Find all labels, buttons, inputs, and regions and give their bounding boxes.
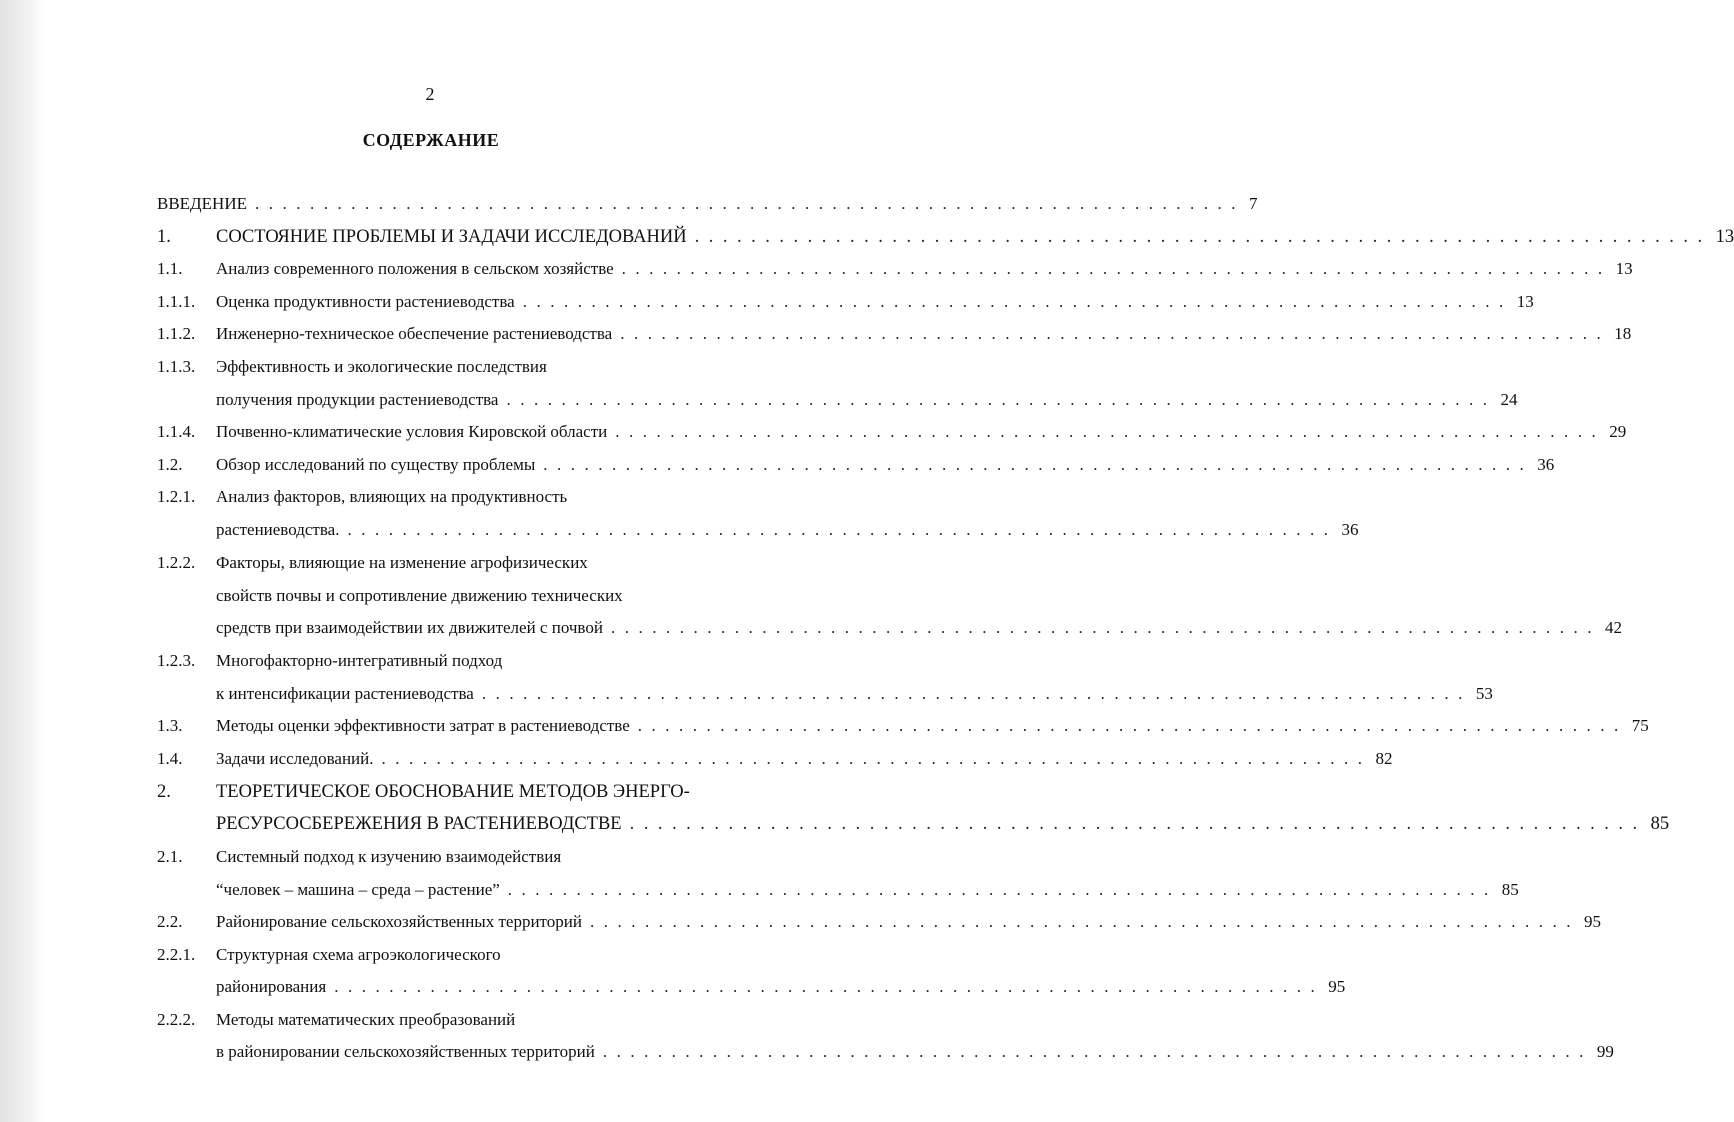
- toc-entry-title: Анализ современного положения в сельском хозяйстве: [216, 259, 614, 278]
- toc-entry-title: Многофакторно-интегративный подход: [216, 651, 503, 670]
- toc-entry-title: Системный подход к изучению взаимодействия: [216, 847, 562, 866]
- page-title: СОДЕРЖАНИЕ: [362, 130, 500, 150]
- toc-entry-title: Инженерно-техническое обеспечение растениеводства: [216, 324, 613, 343]
- toc-entry-number: 1.2.: [157, 455, 183, 474]
- toc-entry-1-2-2-line-1[interactable]: [216, 553, 741, 577]
- toc-entry-title: Задачи исследований.: [216, 749, 374, 768]
- toc-entry-number: 1.2.1.: [157, 487, 196, 506]
- toc-page-number: 13: [1516, 292, 1534, 311]
- toc-page-number: 75: [1631, 716, 1649, 735]
- toc-page-number: 36: [1341, 520, 1359, 539]
- toc-entry-number: 1.1.1.: [157, 292, 196, 311]
- toc-entry-title-continuation: в районировании сельскохозяйственных территорий: [216, 1042, 595, 1061]
- toc-leader-dots: ........................................................................: [694, 227, 1712, 247]
- toc-entry-1-2-1-line-1[interactable]: [216, 487, 741, 511]
- toc-leader-dots: ........................................................................: [629, 814, 1647, 834]
- toc-entry-title: СОСТОЯНИЕ ПРОБЛЕМЫ И ЗАДАЧИ ИССЛЕДОВАНИЙ: [216, 227, 687, 247]
- toc-entry-title-continuation: свойств почвы и сопротивление движению технических: [216, 586, 623, 605]
- toc-entry-chapter-2-line-1[interactable]: [216, 782, 741, 806]
- toc-page-number: 13: [1615, 259, 1633, 278]
- toc-entry-2-1[interactable]: [216, 880, 1519, 904]
- toc-entry-title-continuation: районирования: [216, 977, 327, 996]
- toc-page-number: 29: [1609, 422, 1627, 441]
- toc-entry-1-1-4[interactable]: [216, 422, 1627, 446]
- toc-entry-2-1-line-1[interactable]: [216, 847, 741, 871]
- toc-page-number: 13: [1715, 227, 1734, 247]
- toc-entry-introduction[interactable]: [157, 194, 1258, 218]
- toc-entry-number: 1.1.: [157, 259, 183, 278]
- toc-entry-number: 1.2.2.: [157, 553, 196, 572]
- toc-entry-number: 1.1.2.: [157, 324, 196, 343]
- toc-entry-title-continuation: к интенсификации растениеводства: [216, 684, 474, 703]
- toc-entry-chapter-2[interactable]: [216, 814, 1670, 838]
- toc-entry-number: 2.2.: [157, 912, 183, 931]
- toc-entry-1-2-2-line-2[interactable]: [216, 586, 741, 610]
- toc-entry-number: 2.2.2.: [157, 1010, 196, 1029]
- toc-page-number: 85: [1501, 880, 1519, 899]
- toc-entry-title: Эффективность и экологические последствия: [216, 357, 547, 376]
- toc-entry-2-2-1-line-1[interactable]: [216, 945, 741, 969]
- page-number: 2: [425, 84, 435, 104]
- toc-entry-title-continuation: РЕСУРСОСБЕРЕЖЕНИЯ В РАСТЕНИЕВОДСТВЕ: [216, 814, 622, 834]
- toc-page-number: 18: [1614, 324, 1632, 343]
- toc-leader-dots: ........................................................................: [522, 292, 1513, 311]
- toc-entry-number: 1.1.4.: [157, 422, 196, 441]
- toc-leader-dots: ........................................................................: [610, 618, 1601, 637]
- toc-entry-number: 2.: [157, 782, 171, 802]
- toc-entry-title: Обзор исследований по существу проблемы: [216, 455, 536, 474]
- toc-entry-2-2-1[interactable]: [216, 977, 1346, 1001]
- toc-page-number: 42: [1604, 618, 1622, 637]
- toc-leader-dots: ........................................................................: [347, 520, 1338, 539]
- toc-entry-title: ТЕОРЕТИЧЕСКОЕ ОБОСНОВАНИЕ МЕТОДОВ ЭНЕРГО-: [216, 782, 690, 802]
- toc-entry-title-continuation: растениеводства.: [216, 520, 340, 539]
- toc-entry-number: 1.4.: [157, 749, 183, 768]
- toc-entry-title: Оценка продуктивности растениеводства: [216, 292, 515, 311]
- toc-entry-2-2[interactable]: [216, 912, 1601, 936]
- toc-leader-dots: ........................................................................: [620, 324, 1611, 343]
- toc-entry-number: 1.3.: [157, 716, 183, 735]
- toc-leader-dots: ........................................................................: [602, 1042, 1593, 1061]
- toc-entry-title: ВВЕДЕНИЕ: [157, 194, 247, 213]
- toc-entry-title-continuation: “человек – машина – среда – растение”: [216, 880, 500, 899]
- toc-entry-title-continuation: получения продукции растениеводства: [216, 390, 499, 409]
- toc-entry-2-2-2-line-1[interactable]: [216, 1010, 741, 1034]
- toc-leader-dots: ........................................................................: [543, 455, 1534, 474]
- toc-leader-dots: ........................................................................: [334, 977, 1325, 996]
- toc-entry-title: Почвенно-климатические условия Кировской области: [216, 422, 608, 441]
- toc-page-number: 85: [1650, 814, 1670, 834]
- toc-entry-number: 1.: [157, 227, 171, 247]
- toc-entry-1-1-3-line-1[interactable]: [216, 357, 741, 381]
- toc-entry-number: 1.1.3.: [157, 357, 196, 376]
- toc-entry-1-2[interactable]: [216, 455, 1555, 479]
- toc-page-number: 24: [1500, 390, 1518, 409]
- toc-page-number: 53: [1475, 684, 1493, 703]
- toc-page-number: 7: [1248, 194, 1258, 213]
- toc-entry-number: 2.2.1.: [157, 945, 196, 964]
- toc-entry-title: Районирование сельскохозяйственных территорий: [216, 912, 582, 931]
- toc-entry-1-1-2[interactable]: [216, 324, 1632, 348]
- toc-entry-title-continuation: средств при взаимодействии их движителей с почвой: [216, 618, 603, 637]
- toc-page-number: 36: [1537, 455, 1555, 474]
- toc-leader-dots: ........................................................................: [381, 749, 1372, 768]
- toc-leader-dots: ........................................................................: [506, 390, 1497, 409]
- toc-leader-dots: ........................................................................: [637, 716, 1628, 735]
- toc-entry-1-2-1[interactable]: [216, 520, 1359, 544]
- toc-leader-dots: ........................................................................: [254, 194, 1245, 213]
- toc-entry-number: 1.2.3.: [157, 651, 196, 670]
- toc-page-number: 95: [1328, 977, 1346, 996]
- toc-entry-1-3[interactable]: [216, 716, 1649, 740]
- toc-entry-1-2-2[interactable]: [216, 618, 1622, 642]
- toc-entry-1-1[interactable]: [216, 259, 1633, 283]
- toc-leader-dots: ........................................................................: [615, 422, 1606, 441]
- toc-leader-dots: ........................................................................: [621, 259, 1612, 278]
- toc-leader-dots: ........................................................................: [481, 684, 1472, 703]
- toc-entry-1-2-3-line-1[interactable]: [216, 651, 741, 675]
- toc-entry-chapter-1[interactable]: [216, 227, 1734, 251]
- toc-entry-title: Анализ факторов, влияющих на продуктивность: [216, 487, 568, 506]
- toc-entry-1-1-1[interactable]: [216, 292, 1534, 316]
- toc-entry-title: Методы оценки эффективности затрат в растениеводстве: [216, 716, 630, 735]
- toc-entry-title: Факторы, влияющие на изменение агрофизических: [216, 553, 588, 572]
- toc-entry-1-2-3[interactable]: [216, 684, 1493, 708]
- toc-page-number: 99: [1596, 1042, 1614, 1061]
- toc-entry-number: 2.1.: [157, 847, 183, 866]
- toc-entry-title: Структурная схема агроэкологического: [216, 945, 501, 964]
- toc-leader-dots: ........................................................................: [507, 880, 1498, 899]
- toc-leader-dots: ........................................................................: [589, 912, 1580, 931]
- toc-page-number: 95: [1583, 912, 1601, 931]
- toc-entry-2-2-2[interactable]: [216, 1042, 1614, 1066]
- toc-entry-title: Методы математических преобразований: [216, 1010, 516, 1029]
- toc-entry-1-1-3[interactable]: [216, 390, 1518, 414]
- toc-entry-1-4[interactable]: [216, 749, 1393, 773]
- toc-page-number: 82: [1375, 749, 1393, 768]
